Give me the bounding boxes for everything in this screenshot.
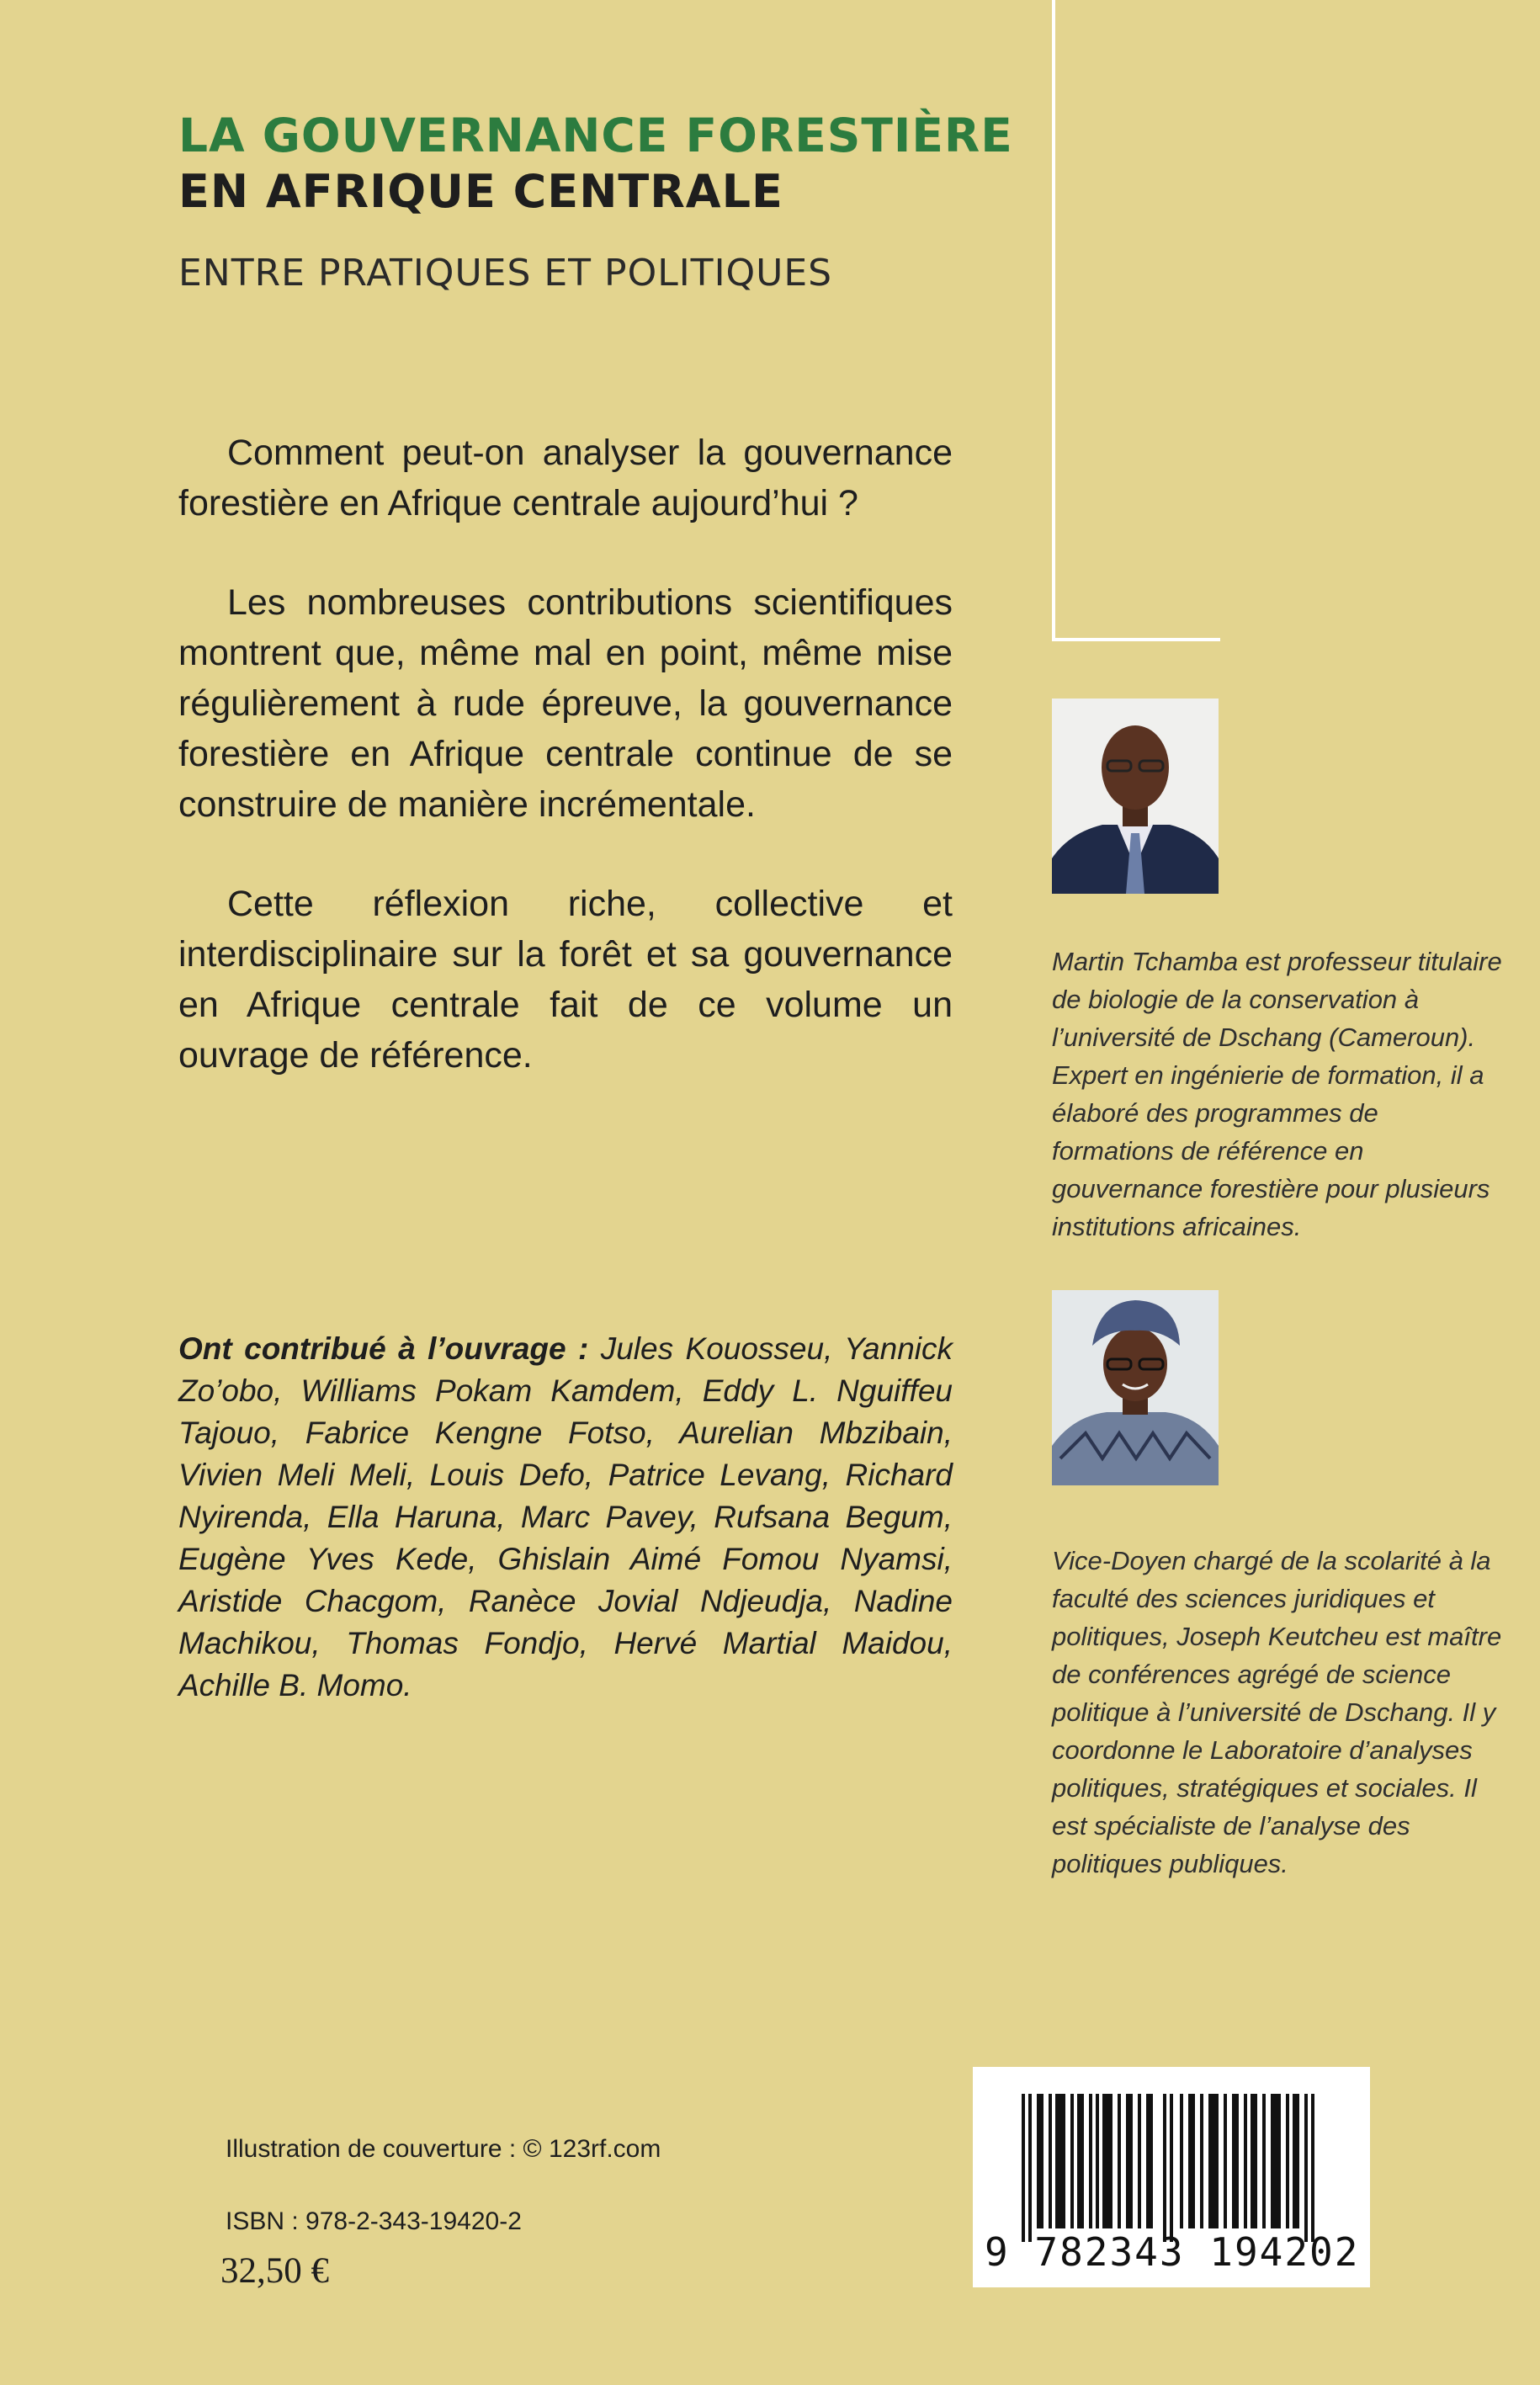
barcode bbox=[973, 2067, 1370, 2287]
price: 32,50 € bbox=[220, 2251, 329, 2291]
blurb-paragraph-3: Cette réflexion riche, collective et interdisciplinaire sur la forêt et sa gouvernance en Afrique centrale fait de ce volume un ouvrage de référence. bbox=[178, 884, 953, 1076]
book-subtitle: ENTRE PRATIQUES ET POLITIQUES bbox=[178, 252, 833, 295]
contributors bbox=[178, 1328, 953, 1707]
author-bio-2: Vice-Doyen chargé de la scolarité à la faculté des sciences juridiques et politiques, Joseph Keutcheu est maître de conférences agrégé de science politique à l’université de Dschang. Il y coordonne le Laboratoire d’analyses politiques, stratégiques et sociales. Il est spécialiste de l’analyse des politiques publiques. bbox=[1052, 1546, 1502, 1878]
blurb bbox=[178, 428, 953, 1129]
author-photo-2 bbox=[1052, 1290, 1219, 1485]
cover-illustration-credit: Illustration de couverture : © 123rf.com bbox=[226, 2135, 661, 2163]
barcode-digits: 9 782343 194202 bbox=[985, 2229, 1360, 2275]
blurb-paragraph-1: Comment peut-on analyser la gouvernance forestière en Afrique centrale aujourd’hui ? bbox=[178, 433, 953, 523]
decorative-frame-horizontal bbox=[1052, 638, 1220, 641]
book-title-line-1: LA GOUVERNANCE FORESTIÈRE bbox=[178, 109, 1013, 162]
author-portrait-1-illustration bbox=[1052, 699, 1219, 894]
author-portrait-2-illustration bbox=[1052, 1290, 1219, 1485]
book-title-line-2: EN AFRIQUE CENTRALE bbox=[178, 165, 783, 218]
author-photo-1 bbox=[1052, 699, 1219, 894]
blurb-paragraph-2: Les nombreuses contributions scientifiques montrent que, même mal en point, même mise régulièrement à rude épreuve, la gouvernance forestière en Afrique centrale continue de se construire de manière incrémentale. bbox=[178, 582, 953, 825]
contributors-label: Ont contribué à l’ouvrage : bbox=[178, 1331, 589, 1366]
author-bio-1: Martin Tchamba est professeur titulaire de biologie de la conservation à l’université de Dschang (Cameroun). Expert en ingénierie de formation, il a élaboré des programmes de formations de référence en gouvernance forestière pour plusieurs institutions africaines. bbox=[1052, 947, 1502, 1241]
isbn: ISBN : 978-2-343-19420-2 bbox=[226, 2207, 522, 2235]
decorative-frame-vertical bbox=[1052, 0, 1055, 641]
contributors-names: Jules Kouosseu, Yannick Zo’obo, Williams Pokam Kamdem, Eddy L. Nguiffeu Tajouo, Fabrice Kengne Fotso, Aurelian Mbzibain, Vivien Meli Meli, Louis Defo, Patrice Levang, Richard Nyirenda, Ella Haruna, Marc Pavey, Rufsana Begum, Eugène Yves Kede, Ghislain Aimé Fomou Nyamsi, Aristide Chacgom, Ranèce Jovial Ndjeudja, Nadine Machikou, Thomas Fondjo, Hervé Martial Maidou, Achille B. Momo. bbox=[178, 1331, 953, 1702]
